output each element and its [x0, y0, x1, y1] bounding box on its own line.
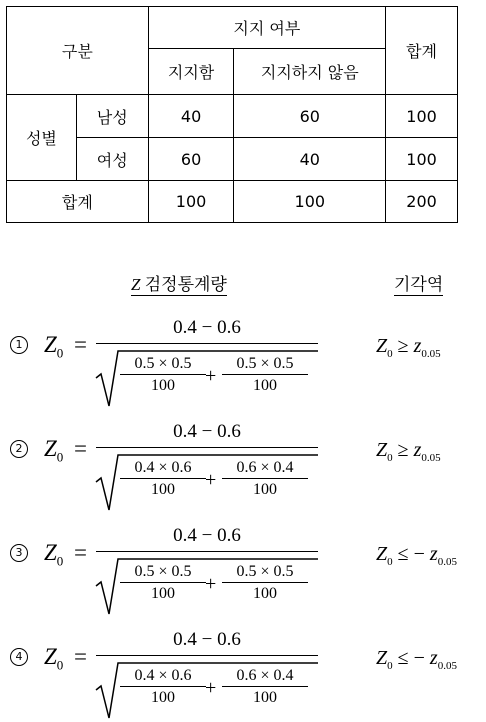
- row-label-total: 합계: [7, 181, 149, 223]
- header-test-statistic: [131, 276, 227, 296]
- equals-sign: =: [74, 332, 87, 357]
- header-z-symbol: Z: [131, 275, 141, 294]
- answer-option-2[interactable]: [0, 414, 486, 514]
- variance-term-2: 0.6 × 0.4 100: [222, 459, 308, 498]
- fraction-bar: [96, 551, 318, 552]
- plus-sign: +: [205, 469, 217, 491]
- option-number-marker: 4: [10, 648, 28, 666]
- statistic-symbol: $Z_0$: [44, 644, 64, 673]
- row-group-gender: 성별: [7, 95, 77, 181]
- fraction-bar: [96, 655, 318, 656]
- rejection-region: $Z_0 \ge z_{0.05}$: [376, 335, 441, 360]
- header-total: 합계: [386, 7, 458, 95]
- cell-total-total: 200: [386, 181, 458, 223]
- header-rejection-region: 기각역: [394, 275, 444, 294]
- variance-term-2: 0.5 × 0.5 100: [222, 355, 308, 394]
- equals-sign: =: [74, 644, 87, 669]
- rejection-region: $Z_0$ ≤ − $z_{0.05}$: [376, 543, 457, 568]
- plus-sign: +: [205, 573, 217, 595]
- answer-option-1[interactable]: [0, 310, 486, 410]
- numerator: 0.4 − 0.6: [173, 317, 241, 338]
- header-support: 지지함: [148, 49, 234, 95]
- rejection-region: $Z_0 \ge z_{0.05}$: [376, 439, 441, 464]
- fraction-bar: [96, 447, 318, 448]
- numerator: 0.4 − 0.6: [173, 629, 241, 650]
- statistic-symbol: $Z_0$: [44, 540, 64, 569]
- cell-male-not-support: 60: [234, 95, 386, 138]
- cell-total-not-support: 100: [234, 181, 386, 223]
- header-test-statistic-text: 검정통계량: [144, 275, 227, 294]
- numerator: 0.4 − 0.6: [173, 525, 241, 546]
- option-number-marker: 1: [10, 336, 28, 354]
- statistic-symbol: $Z_0$: [44, 436, 64, 465]
- variance-term-1: 0.5 × 0.5 100: [120, 355, 206, 394]
- variance-term-2: 0.6 × 0.4 100: [222, 667, 308, 706]
- equals-sign: =: [74, 540, 87, 565]
- variance-term-2: 0.5 × 0.5 100: [222, 563, 308, 602]
- cell-female-support: 60: [148, 138, 234, 181]
- header-not-support: 지지하지 않음: [234, 49, 386, 95]
- row-label-male: 남성: [76, 95, 148, 138]
- fraction-bar: [96, 343, 318, 344]
- statistic-symbol: $Z_0$: [44, 332, 64, 361]
- answer-option-4[interactable]: [0, 622, 486, 722]
- cell-male-support: 40: [148, 95, 234, 138]
- equals-sign: =: [74, 436, 87, 461]
- cell-total-support: 100: [148, 181, 234, 223]
- cell-female-not-support: 40: [234, 138, 386, 181]
- option-number-marker: 3: [10, 544, 28, 562]
- cell-male-total: 100: [386, 95, 458, 138]
- answer-option-3[interactable]: [0, 518, 486, 618]
- contingency-table: [6, 6, 458, 223]
- numerator: 0.4 − 0.6: [173, 421, 241, 442]
- variance-term-1: 0.4 × 0.6 100: [120, 667, 206, 706]
- variance-term-1: 0.4 × 0.6 100: [120, 459, 206, 498]
- plus-sign: +: [205, 677, 217, 699]
- header-support-group: 지지 여부: [148, 7, 385, 49]
- option-number-marker: 2: [10, 440, 28, 458]
- row-label-female: 여성: [76, 138, 148, 181]
- cell-female-total: 100: [386, 138, 458, 181]
- rejection-region: $Z_0$ ≤ − $z_{0.05}$: [376, 647, 457, 672]
- variance-term-1: 0.5 × 0.5 100: [120, 563, 206, 602]
- plus-sign: +: [205, 365, 217, 387]
- header-category: 구분: [7, 7, 149, 95]
